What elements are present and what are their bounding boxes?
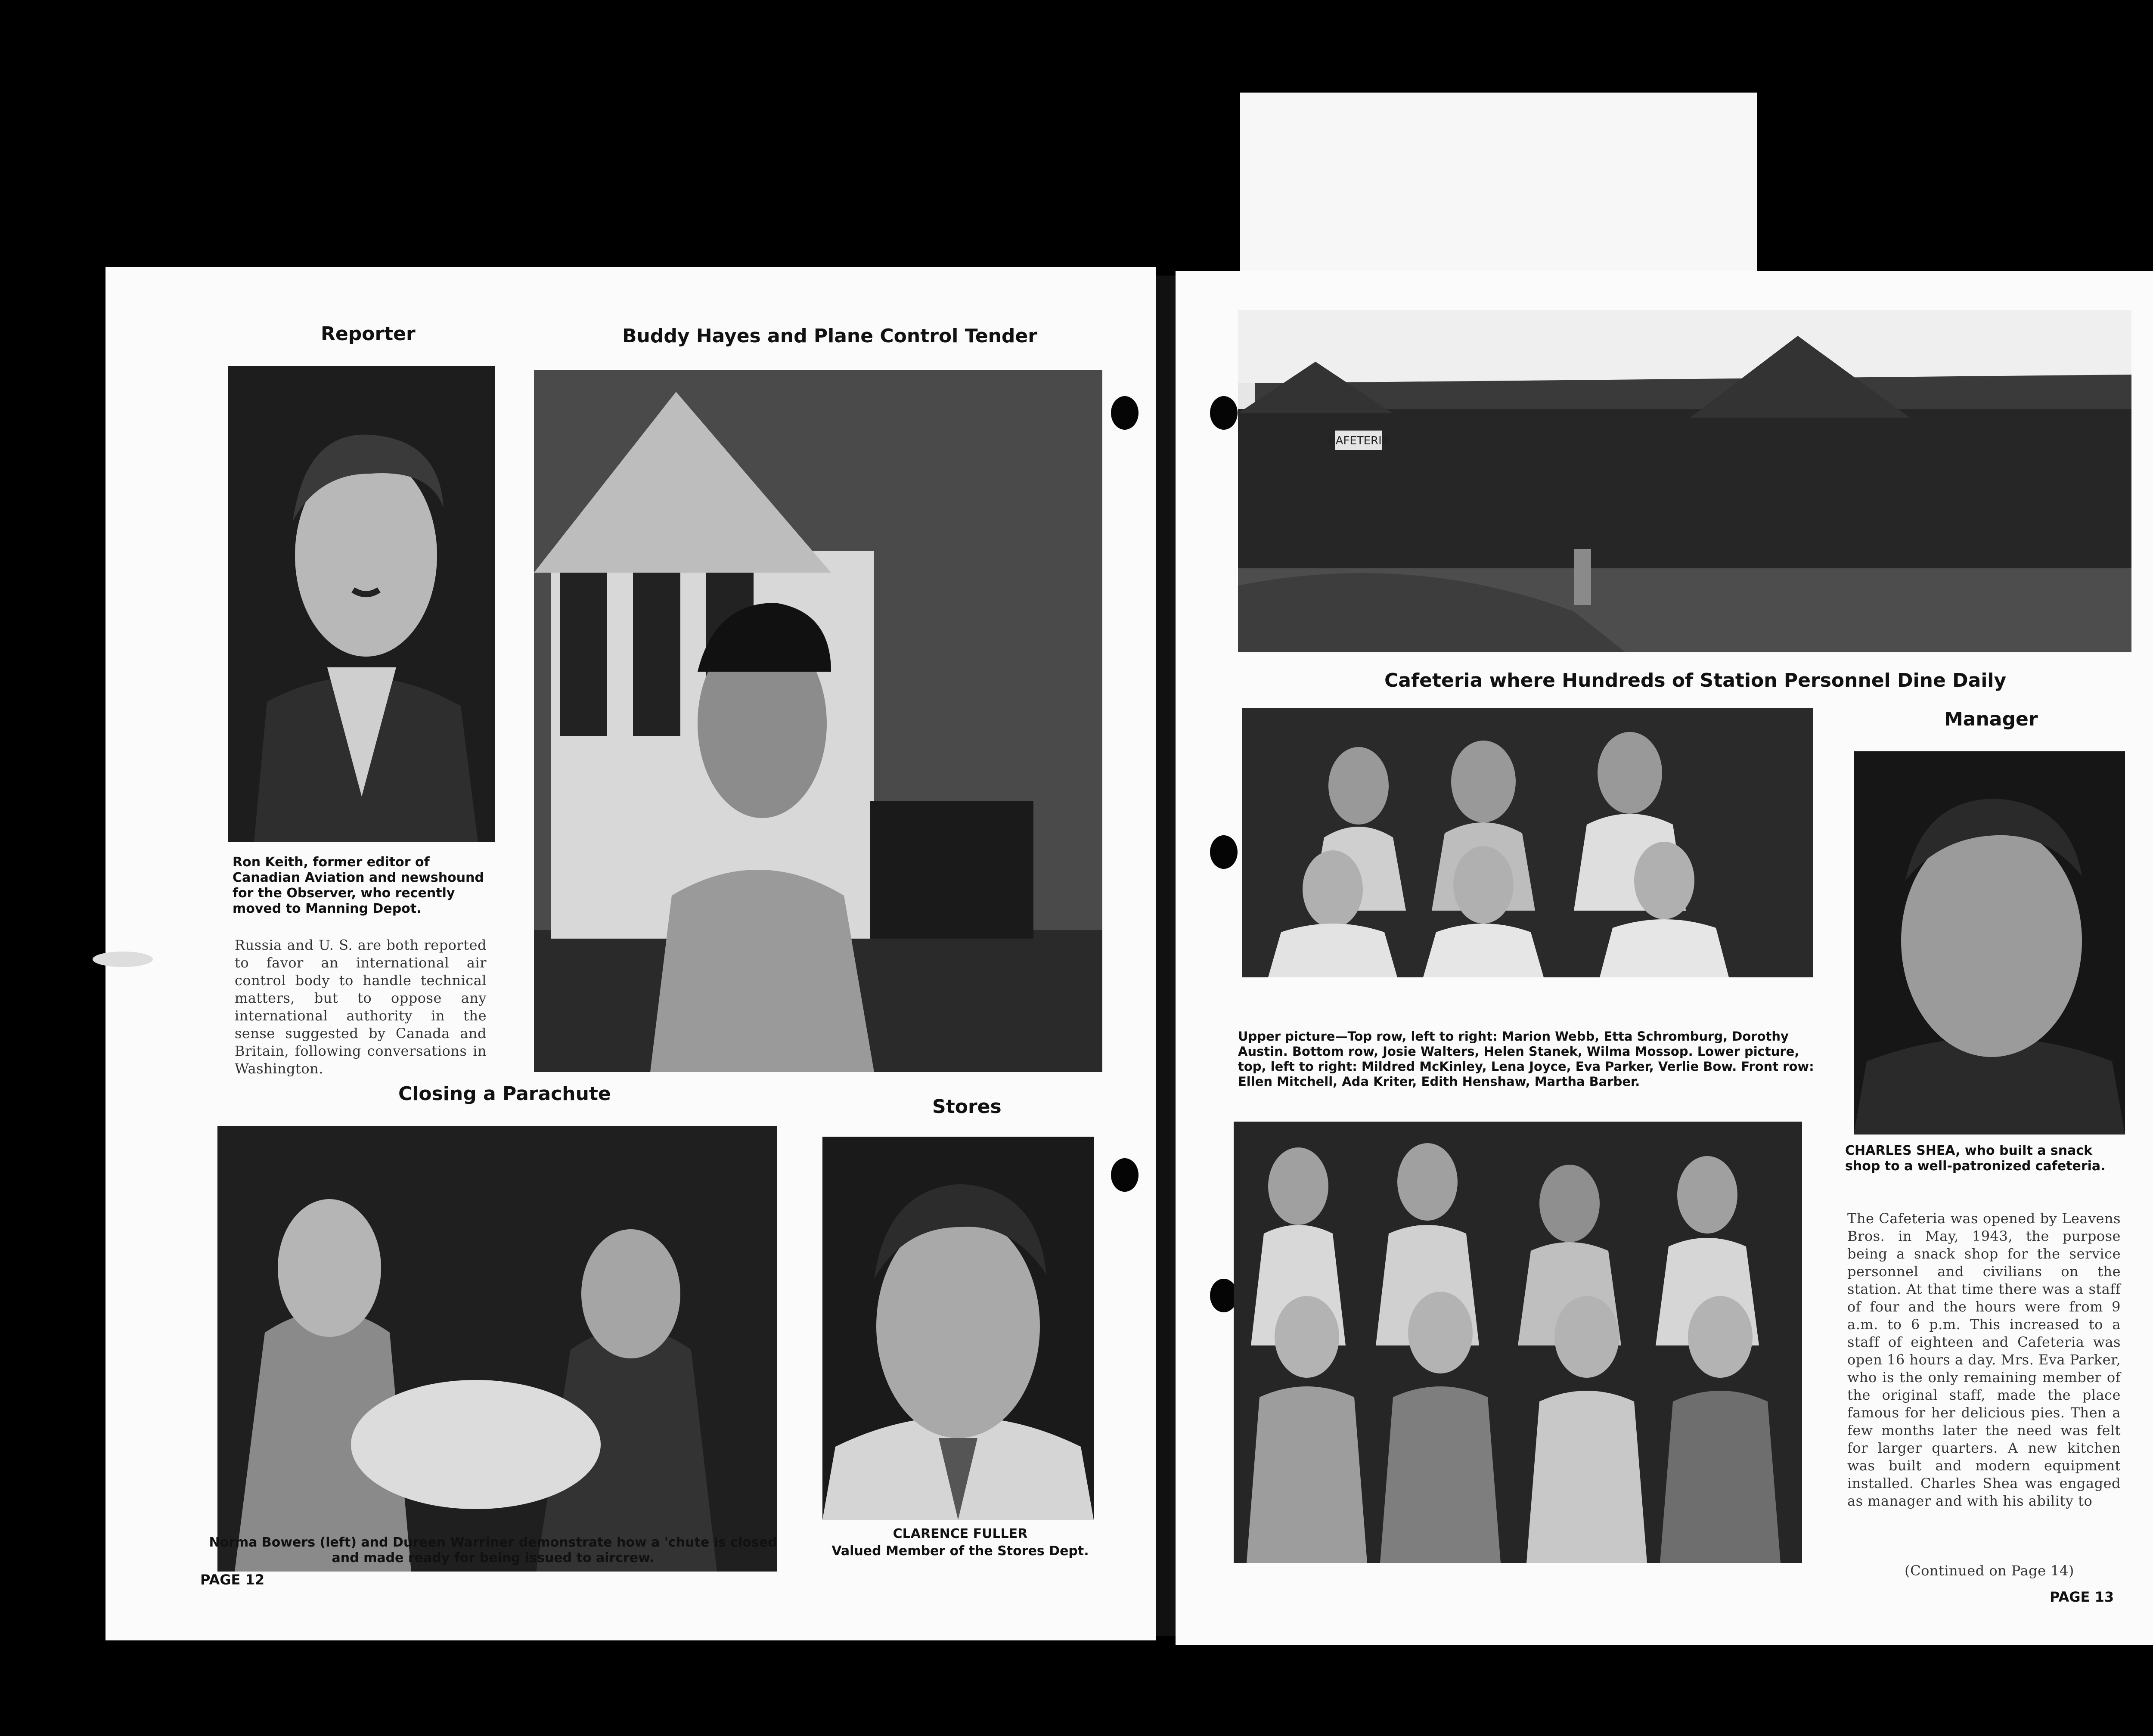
left-article-text: Russia and U. S. are both reported to favor an international air control body to handle technical matters, but to oppose any international authority in the sense suggested by Canada and Britain, following conversations in Washington. <box>235 937 487 1077</box>
page-gutter <box>1156 276 1176 1636</box>
plane-control-tender-photo <box>534 370 1102 1072</box>
parachute-photo <box>217 1126 777 1572</box>
cafeteria-sign: CAFETERIA <box>1328 434 1390 447</box>
punch-hole <box>1210 396 1238 430</box>
parachute-heading: Closing a Parachute <box>398 1083 611 1105</box>
punch-hole <box>1210 835 1238 869</box>
paper-tab <box>1240 93 1757 273</box>
parachute-caption: Norma Bowers (left) and Dureen Warriner demonstrate how a 'chute is closed and made ready for being issued to aircrew. <box>209 1535 777 1566</box>
punch-hole <box>1111 1158 1139 1192</box>
right-article-text: The Cafeteria was opened by Leavens Bros. in May, 1943, the purpose being a snack shop for the service personnel and civilians on the station. At that time there was a staff of four and the hours were from 9 a.m. to 6 p.m. This increased to a staff of eighteen and Cafeteria was open 16 hours a day. Mrs. Eva Parker, who is the only remaining member of the original staff, made the place famous for her delicious pies. Then a few months later the need was felt for larger quarters. A new kitchen was built and modern equipment installed. Charles Shea was engaged as manager and with his ability to <box>1847 1210 2121 1509</box>
staff-caption: Upper picture—Top row, left to right: Marion Webb, Etta Schromburg, Dorothy Austin. Bottom row, Josie Walters, Helen Stanek, Wilma Mossop. Lower picture, top, left to right: Mildred McKinley, Lena Joyce, Eva Parker, Verlie Bow. Front row: Ellen Mitchell, Ada Kriter, Edith Henshaw, Martha Barber. <box>1238 1029 1814 1089</box>
cafeteria-heading: Cafeteria where Hundreds of Station Personnel Dine Daily <box>1384 670 2007 691</box>
manager-caption: CHARLES SHEA, who built a snack shop to a well-patronized cafeteria. <box>1845 1143 2106 1174</box>
stores-caption-name: CLARENCE FULLER <box>893 1526 1028 1541</box>
continued-note: (Continued on Page 14) <box>1905 1562 2074 1579</box>
reporter-caption: Ron Keith, former editor of Canadian Aviation and newshound for the Observer, who recently moved to Manning Depot. <box>233 855 484 916</box>
stores-heading: Stores <box>932 1096 1002 1118</box>
page-number-13: PAGE 13 <box>2050 1589 2114 1605</box>
page-number-12: PAGE 12 <box>200 1572 265 1588</box>
manager-heading: Manager <box>1944 708 2038 730</box>
stores-caption-sub: Valued Member of the Stores Dept. <box>831 1544 1089 1559</box>
clarence-fuller-photo <box>822 1137 1094 1520</box>
cafeteria-building-photo <box>1238 310 2131 652</box>
punch-hole <box>1111 396 1139 430</box>
reporter-heading: Reporter <box>321 323 416 345</box>
binder-clip-left <box>93 952 153 967</box>
buddy-hayes-heading: Buddy Hayes and Plane Control Tender <box>622 325 1037 347</box>
reporter-portrait-photo <box>228 366 495 842</box>
staff-upper-photo <box>1242 708 1813 977</box>
staff-lower-photo <box>1234 1122 1802 1563</box>
charles-shea-photo <box>1854 751 2125 1135</box>
